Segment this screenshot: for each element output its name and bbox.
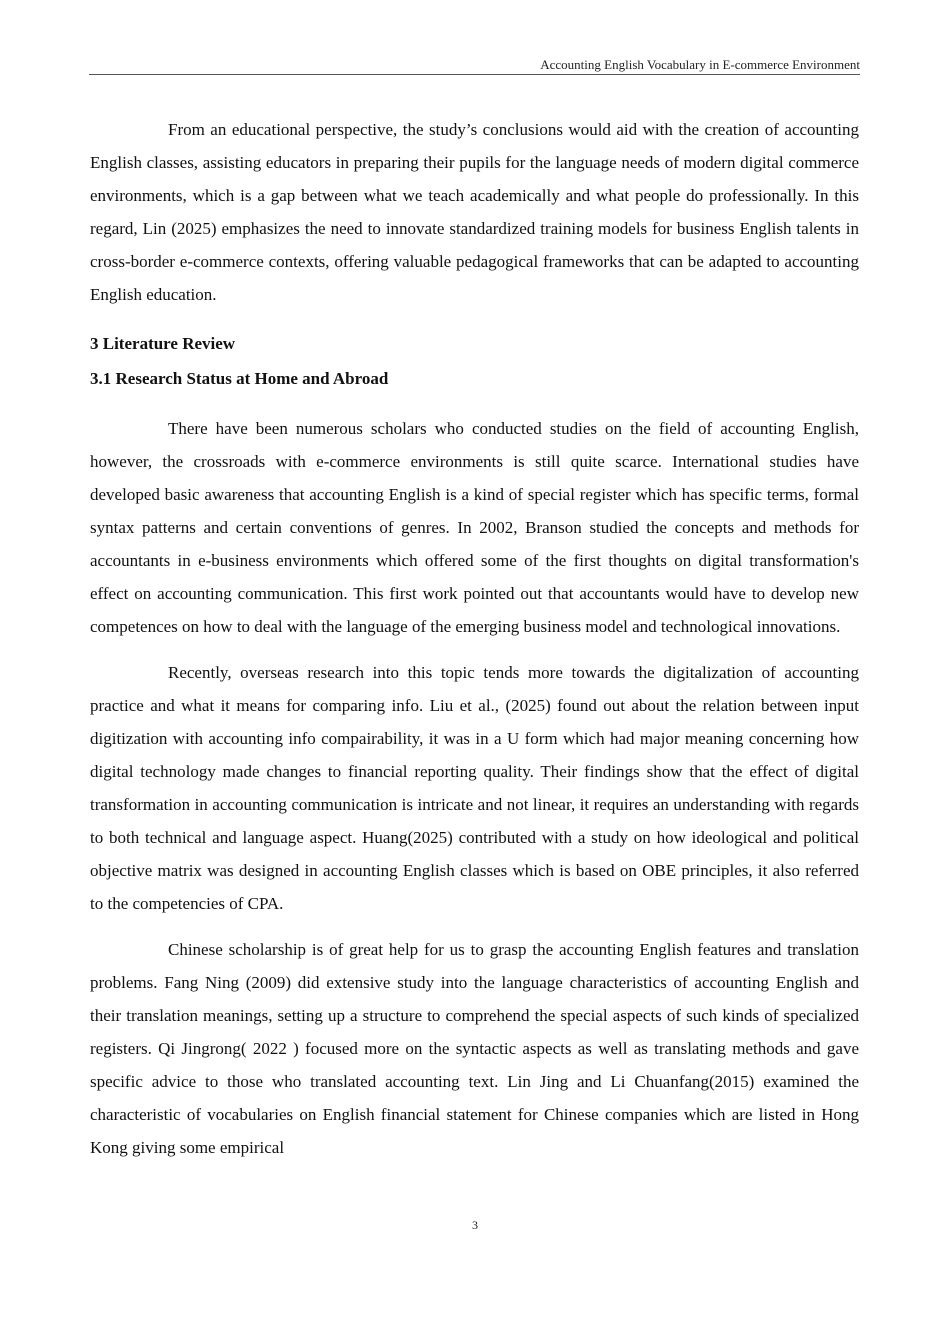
- paragraph-educational-perspective: From an educational perspective, the study’s conclusions would aid with the creation of accounting English classes, assisting educators in preparing their pupils for the language needs of modern digital commerce environments, which is a gap between what we teach academically and what people do professionally. In this regard, Lin (2025) emphasizes the need to innovate standardized training models for business English talents in cross-border e-commerce contexts, offering valuable pedagogical frameworks that can be adapted to accounting English education.: [90, 120, 859, 304]
- paragraph-overseas-research: Recently, overseas research into this topic tends more towards the digitalization of accounting practice and what it means for comparing info. Liu et al., (2025) found out about the relation between input digitization with accounting info compairability, it was in a U form which had major meaning concerning how digital technology made changes to financial reporting quality. Their findings show that the effect of digital transformation in accounting communication is intricate and not linear, it requires an understanding with regards to both technical and language aspect. Huang(2025) contributed with a study on how ideological and political objective matrix was designed in accounting English classes which is based on OBE principles, it also referred to the competencies of CPA.: [90, 663, 859, 913]
- section-heading-literature-review: 3 Literature Review: [90, 334, 236, 353]
- running-header: Accounting English Vocabulary in E-commerce Environment: [540, 57, 860, 72]
- paragraph-numerous-scholars: There have been numerous scholars who conducted studies on the field of accounting English, however, the crossroads with e-commerce environments is still quite scarce. International studies have developed basic awareness that accounting English is a kind of special register which has specific terms, formal syntax patterns and certain conventions of genres. In 2002, Branson studied the concepts and methods for accountants in e-business environments which offered some of the first thoughts on digital transformation's effect on accounting communication. This first work pointed out that accountants would have to develop new competences on how to deal with the language of the emerging business model and technological innovations.: [90, 419, 859, 636]
- header-rule: [89, 74, 860, 75]
- paragraph-chinese-scholarship: Chinese scholarship is of great help for us to grasp the accounting English features and translation problems. Fang Ning (2009) did extensive study into the language characteristics of accounting English and their translation meanings, setting up a structure to comprehend the special aspects of such kinds of specialized registers. Qi Jingrong( 2022 ) focused more on the syntactic aspects as well as translating methods and gave specific advice to those who translated accounting text. Lin Jing and Li Chuanfang(2015) examined the characteristic of vocabularies on English financial statement for Chinese companies which are listed in Hong Kong giving some empirical: [90, 940, 859, 1157]
- subsection-heading-research-status: 3.1 Research Status at Home and Abroad: [90, 369, 389, 388]
- body-text: [90, 113, 859, 1177]
- page-number: 3: [472, 1218, 478, 1232]
